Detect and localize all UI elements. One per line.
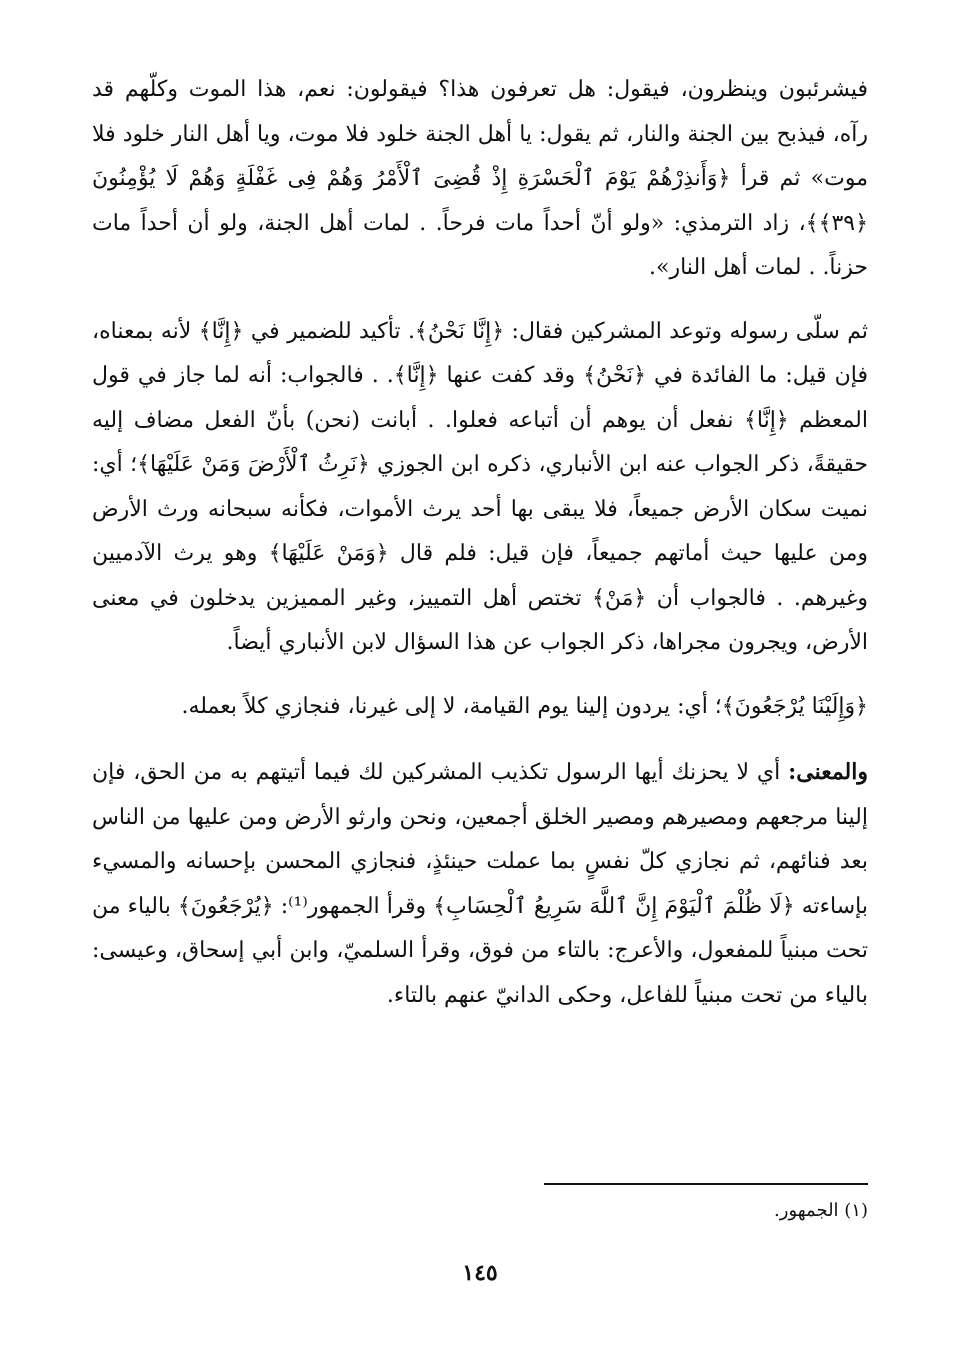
paragraph-1-text: فيشرئبون وينظرون، فيقول: هل تعرفون هذا؟ فيقولون: نعم، هذا الموت وكلّهم قد رآه، فيذبح بين الجنة والنار، ثم يقول: يا أهل الجنة خلود فلا موت، ويا أهل النار خلود فلا موت» ثم قرأ ﴿وَأَنذِرْهُمْ يَوْمَ ٱلْحَسْرَةِ إِذْ قُضِىَ ٱلْأَمْرُ وَهُمْ فِى غَفْلَةٍ وَهُمْ لَا يُؤْمِنُونَ ﴿٣٩﴾﴾، زاد الترمذي: «ولو أنّ أحداً مات فرحاً. . لمات أهل الجنة، ولو أن أحداً مات حزناً. . لمات أهل النار». xyxy=(92,77,868,280)
paragraph-meaning xyxy=(92,750,868,1018)
footnote-separator xyxy=(544,1183,868,1185)
paragraph-ilayna-yurjaun xyxy=(92,685,868,730)
paragraph-3-text: ﴿وَإِلَيْنَا يُرْجَعُونَ﴾؛ أي: يردون إلينا يوم القيامة، لا إلى غيرنا، فنجازي كلاً بعمله. xyxy=(181,693,868,719)
paragraph-2-text: ثم سلّى رسوله وتوعد المشركين فقال: ﴿إِنَّا نَحْنُ﴾. تأكيد للضمير في ﴿إِنَّا﴾ لأنه بمعناه، فإن قيل: ما الفائدة في ﴿نَحْنُ﴾ وقد كفت عنها ﴿إِنَّا﴾. . فالجواب: أنه لما جاز في قول المعظم ﴿إِنَّا﴾ نفعل أن يوهم أن أتباعه فعلوا. . أبانت (نحن) بأنّ الفعل مضاف إليه حقيقةً، ذكر الجواب عنه ابن الأنباري، ذكره ابن الجوزي ﴿نَرِثُ ٱلْأَرْضَ وَمَنْ عَلَيْهَا﴾؛ أي: نميت سكان الأرض جميعاً، فلا يبقى بها أحد يرث الأموات، فكأنه سبحانه ورث الأرض ومن عليها حيث أماتهم جميعاً، فإن قيل: فلم قال ﴿وَمَنْ عَلَيْهَا﴾ وهو يرث الآدميين وغيرهم. . فالجواب أن ﴿مَنْ﴾ تختص أهل التمييز، وغير المميزين يدخلون في معنى الأرض، ويجرون مجراها، ذكر الجواب عن هذا السؤال لابن الأنباري أيضاً. xyxy=(92,318,869,655)
book-page xyxy=(92,68,868,1298)
paragraph-4-text: أي لا يحزنك أيها الرسول تكذيب المشركين لك فيما أتيتهم به من الحق، فإن إلينا مرجعهم ومصيرهم ومصير الخلق أجمعين، ونحن وارثو الأرض ومن عليها من الناس بعد فنائهم، ثم نجازي كلّ نفسٍ بما عملت حينئذٍ، فنجازي المحسن بإحسانه والمسيء بإساءته ﴿لَا ظُلْمَ ٱلْيَوْمَ إِنَّ ٱللَّهَ سَرِيعُ ٱلْحِسَابِ﴾ وقرأ الجمهور⁽¹⁾: ﴿يُرْجَعُونَ﴾ بالياء من تحت مبنياً للمفعول، والأعرج: بالتاء من فوق، وقرأ السلميّ، وابن أبي إسحاق، وعيسى: بالياء من تحت مبنياً للفاعل، وحكى الدانيّ عنهم بالتاء. xyxy=(92,760,868,1008)
paragraph-hadith-continuation xyxy=(92,68,868,291)
paragraph-4-lead: والمعنى: xyxy=(788,759,868,785)
paragraph-tafsir-inna-nahnu xyxy=(92,310,868,666)
page-number: ١٤٥ xyxy=(462,1260,498,1286)
footnote: (١) الجمهور. xyxy=(774,1200,868,1221)
